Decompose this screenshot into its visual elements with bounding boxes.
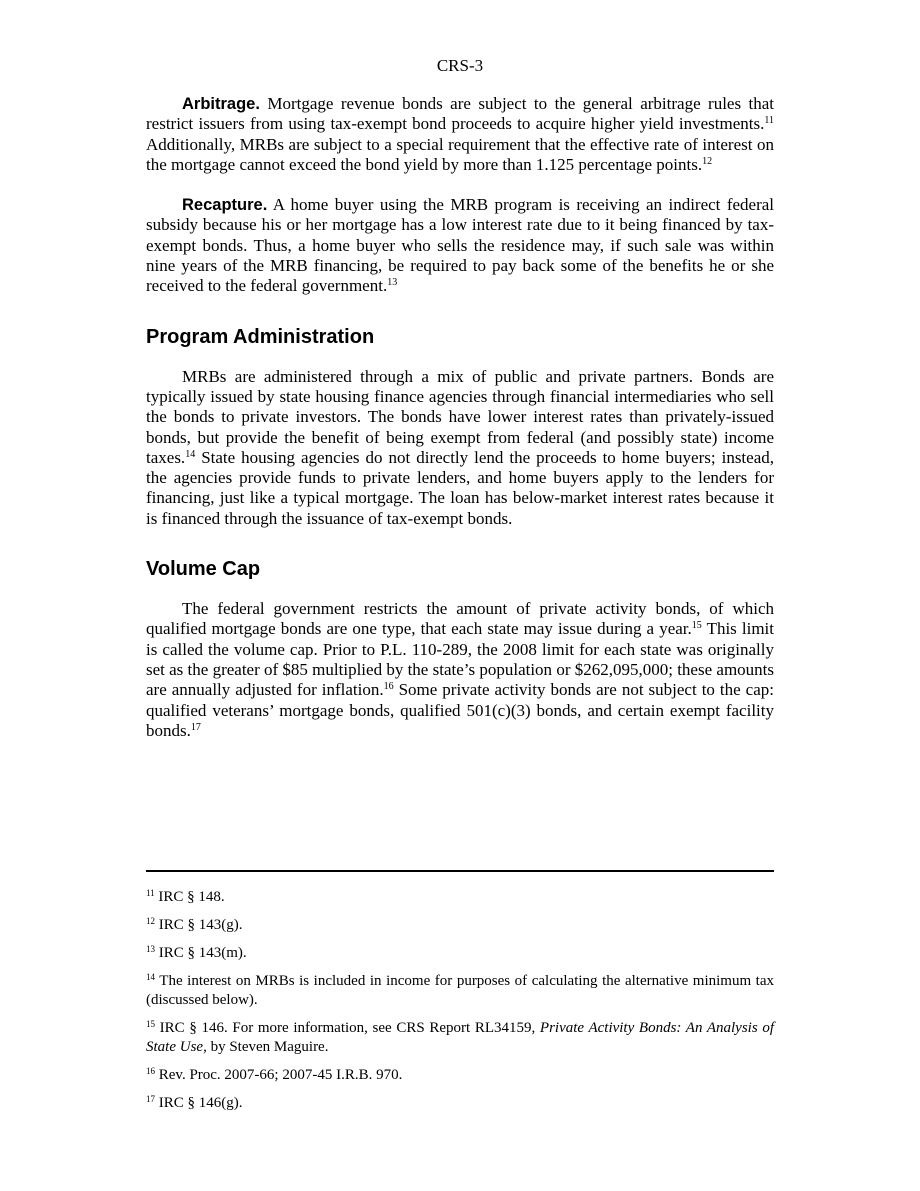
footnote-16 (146, 1066, 774, 1085)
volume-cap-heading: Volume Cap (146, 558, 261, 581)
footnote-ref-14[interactable]: 14 (185, 448, 196, 460)
footnote-number: 15 (146, 1019, 155, 1029)
page-number-header: CRS-3 (436, 56, 484, 75)
footnote-11 (146, 888, 774, 907)
footnote-ref-17[interactable]: 17 (190, 721, 201, 733)
arbitrage-heading: Arbitrage. (182, 95, 260, 113)
arbitrage-text-1: Mortgage revenue bonds are subject to the general arbitrage rules that restrict issuers from using tax-exempt bond proceeds to acquire higher yield investments. (146, 94, 774, 134)
footnotes-section (146, 888, 774, 1122)
footnote-text-after: , by Steven Maguire. (203, 1039, 329, 1055)
program-administration-paragraph (146, 367, 774, 529)
footnote-text: Rev. Proc. 2007-66; 2007-45 I.R.B. 970. (158, 1067, 403, 1083)
footnote-text: IRC § 143(m). (158, 945, 247, 961)
footnote-17 (146, 1094, 774, 1113)
footnote-text-before: IRC § 146. For more information, see CRS Report RL34159, (159, 1020, 540, 1036)
footnote-ref-15[interactable]: 15 (691, 620, 702, 632)
footnote-number: 11 (146, 888, 155, 898)
footnote-number: 17 (146, 1094, 155, 1104)
footnote-12 (146, 916, 774, 935)
footnote-text: IRC § 148. (158, 889, 225, 905)
program-admin-text-2: State housing agencies do not directly lend the proceeds to home buyers; instead, the agencies provide funds to private lenders, and home buyers apply to the lenders for financing, just like a typical mortgage. The loan has below-market interest rates because it is financed through the issuance of tax-exempt bonds. (146, 447, 775, 528)
footnote-number: 16 (146, 1066, 155, 1076)
report-title-italic: Private Activity Bonds: An Analysis of State Use (146, 1020, 774, 1055)
footnote-ref-11[interactable]: 11 (764, 115, 774, 127)
volume-cap-text-3: Some private activity bonds are not subject to the cap: qualified veterans’ mortgage bonds, qualified 501(c)(3) bonds, and certain exempt facility bonds. (146, 680, 774, 740)
volume-cap-text-1: The federal government restricts the amount of private activity bonds, of which qualified mortgage bonds are one type, that each state may issue during a year. (146, 599, 774, 639)
program-administration-heading: Program Administration (146, 325, 375, 348)
recapture-paragraph (146, 195, 774, 296)
document-body (146, 94, 774, 761)
program-admin-text-1: MRBs are administered through a mix of public and private partners. Bonds are typically issued by state housing finance agencies through financial intermediaries who sell the bonds to private investors. The bonds have lower interest rates than privately-issued bonds, but provide the benefit of being exempt from federal (and possibly state) income taxes. (146, 366, 774, 467)
footnote-text: IRC § 143(g). (158, 917, 243, 933)
footnote-divider (146, 870, 774, 872)
footnote-13 (146, 944, 774, 963)
footnote-14 (146, 972, 774, 1010)
footnote-number: 14 (146, 972, 155, 982)
footnote-number: 12 (146, 916, 155, 926)
volume-cap-text-2: This limit is called the volume cap. Prior to P.L. 110-289, the 2008 limit for each state was originally set as the greater of $85 multiplied by the state’s population or $262,095,000; these amounts are annually adjusted for inflation. (146, 619, 774, 700)
arbitrage-text-2: Additionally, MRBs are subject to a special requirement that the effective rate of interest on the mortgage cannot exceed the bond yield by more than 1.125 percentage points. (146, 134, 774, 174)
footnote-ref-13[interactable]: 13 (387, 277, 398, 289)
volume-cap-paragraph (146, 599, 774, 741)
recapture-heading: Recapture. (182, 196, 268, 215)
footnote-15 (146, 1019, 774, 1057)
footnote-text: IRC § 146(g). (158, 1095, 243, 1111)
footnote-ref-16[interactable]: 16 (383, 681, 394, 693)
footnote-text: The interest on MRBs is included in income for purposes of calculating the alternative minimum tax (discussed below). (146, 973, 774, 1008)
arbitrage-paragraph (146, 94, 774, 175)
footnote-number: 13 (146, 944, 155, 954)
footnote-ref-12[interactable]: 12 (702, 155, 713, 167)
recapture-text-1: A home buyer using the MRB program is receiving an indirect federal subsidy because his or her mortgage has a low interest rate due to it being financed by tax-exempt bonds. Thus, a home buyer who sells the residence may, if such sale was within nine years of the MRB financing, be required to pay back some of the benefits he or she received to the federal government. (146, 195, 775, 296)
